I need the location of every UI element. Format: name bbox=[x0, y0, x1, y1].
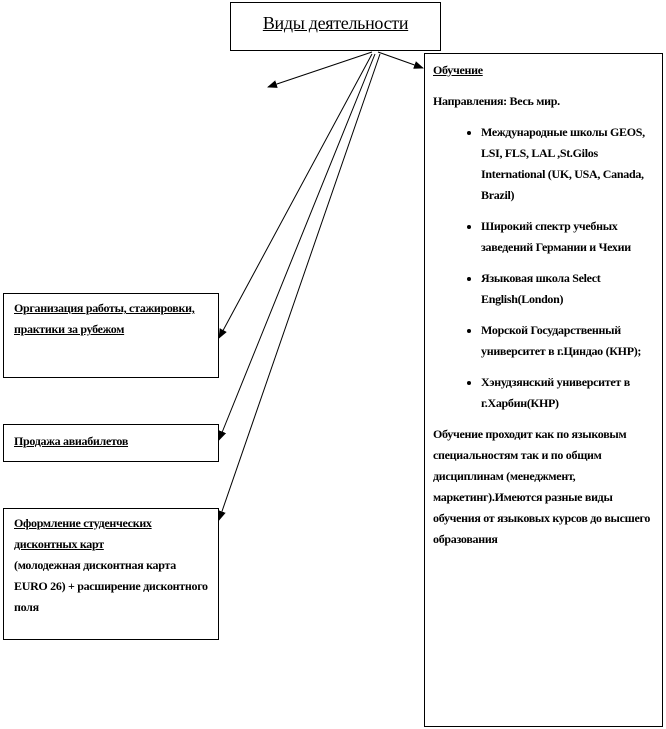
arrow-to-cards bbox=[219, 54, 380, 520]
education-heading: Обучение bbox=[433, 63, 483, 77]
list-item: • Международные школы GEOS, LSI, FLS, LAL ,St.Gilos International (UK, USA, Canada, Brazil) bbox=[481, 122, 654, 206]
education-directions: Направления: Весь мир. bbox=[433, 94, 560, 108]
work-abroad-box bbox=[3, 293, 219, 378]
tickets-box bbox=[3, 424, 219, 462]
arrow-to-work-abroad bbox=[219, 54, 372, 338]
arrow-to-education bbox=[378, 52, 423, 68]
diagram-title: Виды деятельности bbox=[262, 13, 409, 33]
work-abroad-text: Организация работы, стажировки, практики за рубежом bbox=[14, 301, 195, 336]
tickets-text: Продажа авиабилетов bbox=[14, 434, 129, 448]
cards-box bbox=[3, 508, 219, 640]
list-item: • Морской Государственный университет в г.Циндао (КНР); bbox=[481, 320, 654, 362]
list-item: • Языковая школа Select English(London) bbox=[481, 268, 654, 310]
cards-heading: Оформление студенческих дисконтных карт bbox=[14, 516, 152, 551]
arrow-to-tickets bbox=[219, 54, 375, 440]
education-summary: Обучение проходит как по языковым специальностям так и по общим дисциплинам (менеджмент, маркетинг).Имеются разные виды обучения от языковых курсов до высшего образования bbox=[433, 427, 651, 546]
cards-details: (молодежная дисконтная карта EURO 26) + расширение дисконтного поля bbox=[14, 558, 208, 614]
arrow-to-blank bbox=[268, 52, 372, 87]
list-item: • Широкий спектр учебных заведений Германии и Чехии bbox=[481, 216, 654, 258]
education-list bbox=[433, 122, 654, 414]
education-box bbox=[424, 53, 663, 727]
title-box bbox=[230, 2, 441, 51]
list-item: • Хэнудзянский университет в г.Харбин(КНР) bbox=[481, 372, 654, 414]
